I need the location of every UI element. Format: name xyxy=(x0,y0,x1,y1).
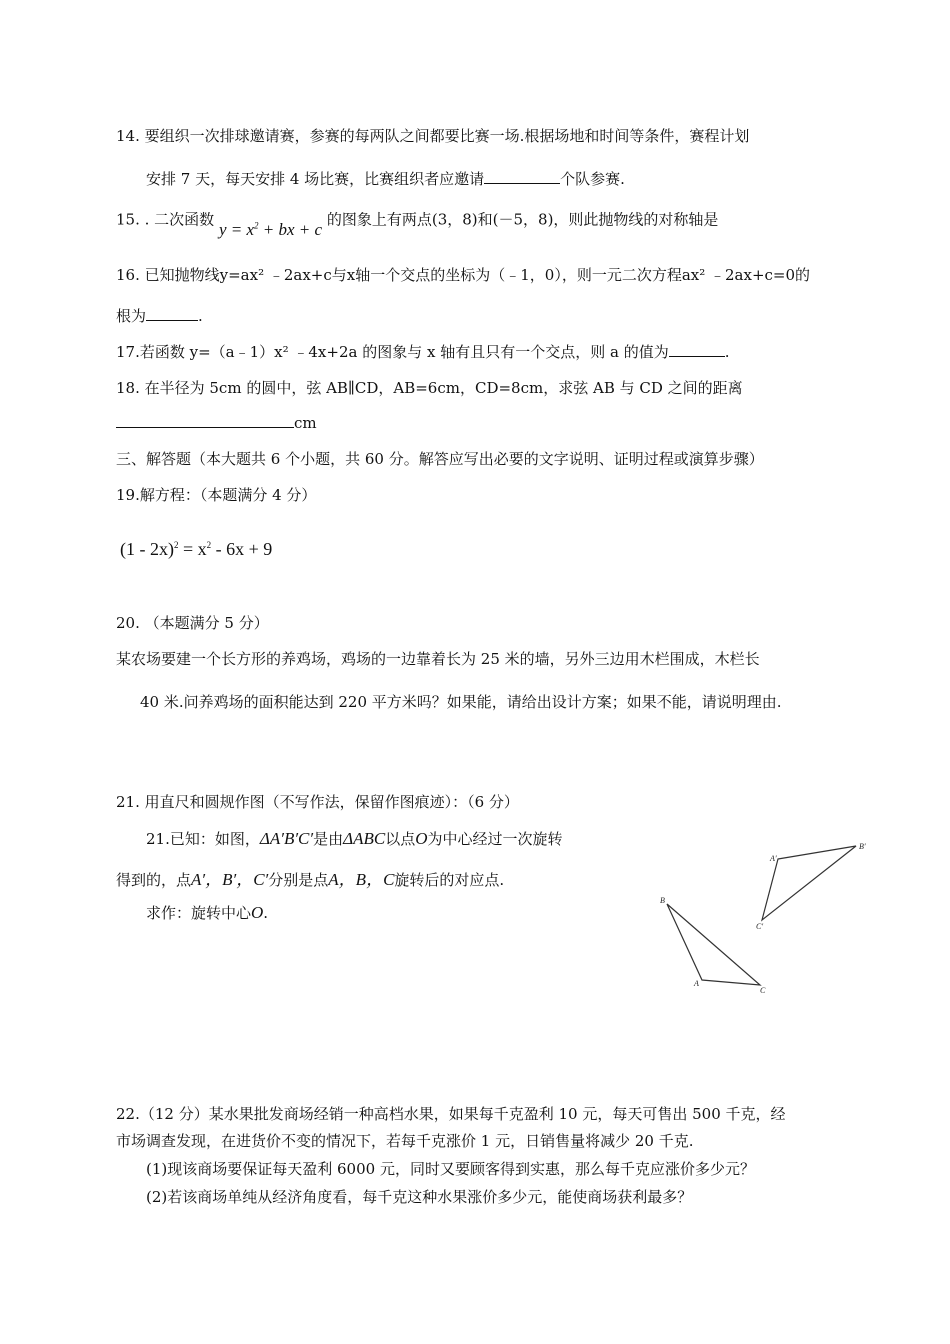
vertex-b-label: B xyxy=(660,896,665,905)
q21-line2-end: 旋转后的对应点. xyxy=(394,871,505,889)
q21-line2-mid: 分别是点 xyxy=(268,871,329,889)
q21-title: 21. 用直尺和圆规作图（不写作法，保留作图痕迹）：（6 分） xyxy=(116,793,519,811)
q14-answer-blank[interactable] xyxy=(484,169,560,184)
q14-line2 xyxy=(146,169,625,189)
q22-sub2: (2)若该商场单纯从经济角度看，每千克这种水果涨价多少元，能使商场获利最多？ xyxy=(146,1188,693,1206)
q16-line2-text: 根为 xyxy=(116,307,147,325)
q21-line1-end: 为中心经过一次旋转 xyxy=(427,830,563,848)
q21-points: A，B，C xyxy=(328,870,395,889)
q21-line2-text: 得到的，点 xyxy=(116,871,192,889)
q17-answer-blank[interactable] xyxy=(669,342,725,357)
q16-line1: 16. 已知抛物线y=ax² ﹣2ax+c与x轴一个交点的坐标为（﹣1，0），则一元二次方程ax² ﹣2ax+c=0的 xyxy=(116,266,811,284)
triangle-abc-label: ΔABC xyxy=(343,829,386,848)
q16-line2-end: . xyxy=(198,307,203,325)
q17-line xyxy=(116,342,729,362)
q18-answer-blank[interactable] xyxy=(116,413,294,428)
q18-unit: cm xyxy=(294,414,317,432)
q21-line1-text: 21.已知：如图， xyxy=(146,830,260,848)
q21-point-o: O xyxy=(251,903,264,922)
section3-heading: 三、解答题（本大题共 6 个小题，共 60 分。解答应写出必要的文字说明、证明过程或演算步骤） xyxy=(116,450,764,468)
vertex-c1-label: C′ xyxy=(756,922,764,931)
q21-line3 xyxy=(146,903,268,923)
q16-line2 xyxy=(116,306,203,326)
q21-line1 xyxy=(146,829,563,849)
vertex-c-label: C xyxy=(760,986,766,995)
vertex-a-label: A xyxy=(694,979,699,988)
q21-line1-mid: 是由 xyxy=(313,830,344,848)
q21-points-prime: A′，B′，C′ xyxy=(191,870,269,889)
point-o-label: O xyxy=(415,829,428,848)
q15-text: 15. . 二次函数 xyxy=(116,210,215,229)
rotation-figure xyxy=(650,835,890,1005)
q19-equation: $(1 - 2x)^2 = x^2 - 6x + 9$ xyxy=(120,539,273,559)
q21-line1-mid2: 以点 xyxy=(385,830,416,848)
vertex-b1-label: B′ xyxy=(859,842,866,851)
q16-answer-blank[interactable] xyxy=(146,306,198,321)
q15-formula: $y = x^2$ + bx + c xyxy=(218,219,323,239)
q21-line3-end: . xyxy=(263,904,269,922)
q14-line2-text: 安排 7 天，每天安排 4 场比赛，比赛组织者应邀请 xyxy=(146,170,485,188)
q17-end: . xyxy=(724,343,730,361)
q14-line1: 14. 要组织一次排球邀请赛，参赛的每两队之间都要比赛一场.根据场地和时间等条件，赛程计划 xyxy=(116,127,750,145)
q14-line2-end: 个队参赛. xyxy=(560,170,625,188)
q20-line2: 40 米.问养鸡场的面积能达到 220 平方米吗？如果能，请给出设计方案；如果不能，请说明理由. xyxy=(140,693,782,711)
vertex-a1-label: A′ xyxy=(770,854,777,863)
q19-title: 19.解方程：（本题满分 4 分） xyxy=(116,486,317,504)
q22-sub1: (1)现该商场要保证每天盈利 6000 元，同时又要顾客得到实惠，那么每千克应涨价多少元？ xyxy=(146,1160,755,1178)
q20-line1: 某农场要建一个长方形的养鸡场，鸡场的一边靠着长为 25 米的墙，另外三边用木栏围成，木栏长 xyxy=(116,650,760,668)
q21-line3-text: 求作：旋转中心 xyxy=(146,904,252,922)
q22-line1: 22.（12 分）某水果批发商场经销一种高档水果，如果每千克盈利 10 元，每天可售出 500 千克，经 xyxy=(116,1105,786,1123)
triangle-abc xyxy=(667,904,760,985)
q22-line2: 市场调查发现，在进货价不变的情况下，若每千克涨价 1 元，日销售量将减少 20 千克. xyxy=(116,1132,694,1150)
q15-text-end: 的图象上有两点(3，8)和(－5，8)，则此抛物线的对称轴是 xyxy=(326,210,719,229)
q17-text: 17.若函数 y=（a﹣1）x² ﹣4x+2a 的图象与 x 轴有且只有一个交点，则 a 的值为 xyxy=(116,343,669,361)
q18-line2 xyxy=(116,413,317,433)
triangle-a1b1c1-label: ΔA′B′C′ xyxy=(259,829,314,848)
q21-line2 xyxy=(116,870,504,890)
q20-title: 20. （本题满分 5 分） xyxy=(116,614,269,632)
q15-line xyxy=(116,205,719,239)
q18-line1: 18. 在半径为 5cm 的圆中，弦 AB∥CD，AB=6cm，CD=8cm，求弦 AB 与 CD 之间的距离 xyxy=(116,379,743,397)
